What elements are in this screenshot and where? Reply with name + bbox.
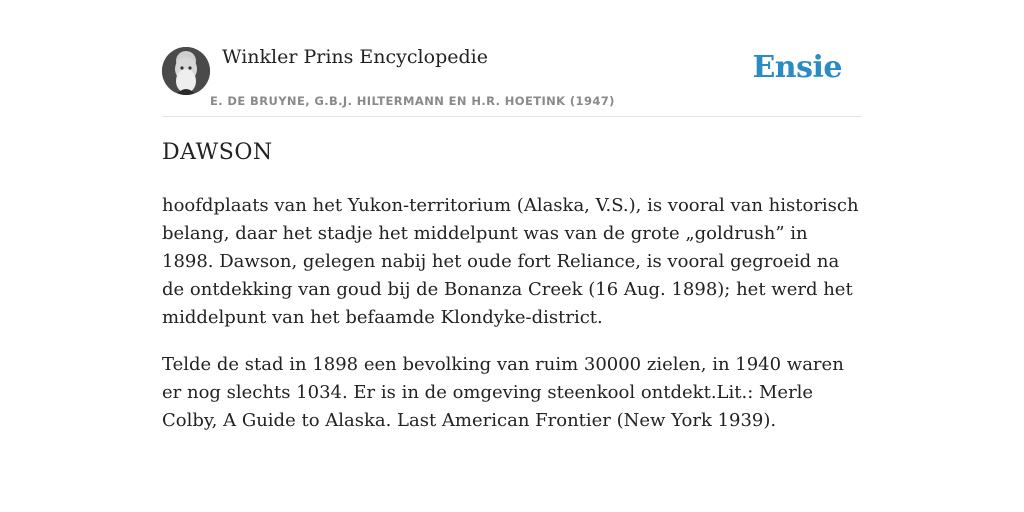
source-header bbox=[162, 0, 862, 117]
entry-title: DAWSON bbox=[162, 140, 273, 165]
source-authors: E. DE BRUYNE, G.B.J. HILTERMANN EN H.R. HOETINK (1947) bbox=[210, 94, 615, 108]
source-title-link[interactable]: Winkler Prins Encyclopedie bbox=[222, 46, 488, 68]
entry-paragraph: hoofdplaats van het Yukon-territorium (Alaska, V.S.), is vooral van historisch belang, daar het stadje het middelpunt was van de grote „goldrush” in 1898. Dawson, gelegen nabij het oude fort Reliance, is vooral gegroeid na de ontdekking van goud bij de Bonanza Creek (16 Aug. 1898); het werd het middelpunt van het befaamde Klondyke-district. bbox=[162, 195, 859, 328]
brand-logo[interactable]: Ensie bbox=[752, 50, 842, 85]
entry-paragraph: Telde de stad in 1898 een bevolking van ruim 30000 zielen, in 1940 waren er nog slechts 1034. Er is in de omgeving steenkool ontdekt.Lit.: Merle Colby, A Guide to Alaska. Last American Frontier (New York 1939). bbox=[162, 354, 844, 431]
entry-body bbox=[162, 192, 862, 454]
author-portrait-icon[interactable] bbox=[162, 47, 210, 95]
page-container bbox=[162, 0, 862, 431]
